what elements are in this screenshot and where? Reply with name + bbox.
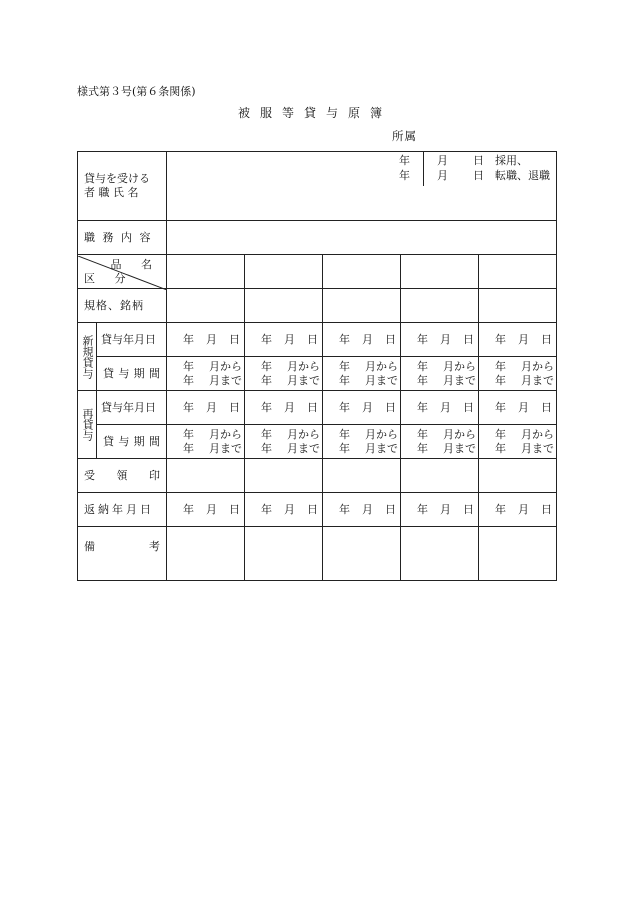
recipient-label-line1: 貸与を受ける <box>84 172 150 185</box>
re-loan-date-cell[interactable]: 年 月 日 <box>401 391 479 425</box>
duties-label: 職 務 内 容 <box>84 230 153 244</box>
new-loan-period-label: 貸 与 期 間 <box>103 366 160 380</box>
duties-label-cell <box>78 221 167 255</box>
receipt-seal-cell[interactable] <box>401 459 479 493</box>
remarks-cell[interactable] <box>401 527 479 581</box>
re-loan-date-cell[interactable]: 年 月 日 <box>245 391 323 425</box>
new-loan-period-cell[interactable]: 年 月から 年 月まで <box>167 357 245 391</box>
receipt-seal-cell[interactable] <box>245 459 323 493</box>
event-year-1: 年 <box>399 154 410 167</box>
event-year-2: 年 <box>399 169 410 182</box>
item-name-label: 品 名 <box>110 257 160 271</box>
item-name-cell[interactable] <box>245 255 323 289</box>
return-date-row <box>78 493 557 527</box>
re-loan-period-cell[interactable]: 年 月から 年 月まで <box>323 425 401 459</box>
new-loan-group-label: 新規貸与 <box>81 334 94 379</box>
item-name-cell[interactable] <box>167 255 245 289</box>
receipt-seal-label-cell <box>78 459 167 493</box>
item-name-cell[interactable] <box>479 255 557 289</box>
return-date-label-cell <box>78 493 167 527</box>
remarks-cell[interactable] <box>245 527 323 581</box>
re-loan-group-cell <box>78 391 97 459</box>
form-title: 被服等貸与原簿 <box>238 106 393 120</box>
spec-cell[interactable] <box>323 289 401 323</box>
new-loan-date-cell[interactable]: 年 月 日 <box>167 323 245 357</box>
recipient-label-line2: 者 職 氏 名 <box>84 186 139 199</box>
return-date-cell[interactable]: 年 月 日 <box>167 493 245 527</box>
new-loan-date-cell[interactable]: 年 月 日 <box>323 323 401 357</box>
re-loan-date-label-cell <box>97 391 167 425</box>
remarks-cell[interactable] <box>167 527 245 581</box>
new-loan-period-cell[interactable]: 年 月から 年 月まで <box>323 357 401 391</box>
item-name-cell[interactable] <box>323 255 401 289</box>
spec-label-cell <box>78 289 167 323</box>
re-loan-date-row <box>78 391 557 425</box>
new-loan-period-cell[interactable]: 年 月から 年 月まで <box>401 357 479 391</box>
ledger-table <box>77 151 557 581</box>
new-loan-date-cell[interactable]: 年 月 日 <box>401 323 479 357</box>
event-month-2: 月 <box>437 169 448 182</box>
duties-value-cell[interactable] <box>167 221 557 255</box>
event-day-2: 日 <box>473 169 484 182</box>
return-date-cell[interactable]: 年 月 日 <box>323 493 401 527</box>
remarks-cell[interactable] <box>479 527 557 581</box>
re-loan-period-cell[interactable]: 年 月から 年 月まで <box>401 425 479 459</box>
receipt-seal-cell[interactable] <box>479 459 557 493</box>
receipt-seal-label: 受 領 印 <box>84 468 160 482</box>
item-category-cell <box>78 255 167 289</box>
event-type-2: 転職、退職 <box>495 169 550 182</box>
receipt-seal-cell[interactable] <box>167 459 245 493</box>
return-date-cell[interactable]: 年 月 日 <box>401 493 479 527</box>
remarks-label: 備 考 <box>84 539 160 553</box>
return-date-label: 返納年月日 <box>84 502 154 516</box>
new-loan-date-label-cell <box>97 323 167 357</box>
recipient-row <box>78 152 557 221</box>
new-loan-period-cell[interactable]: 年 月から 年 月まで <box>245 357 323 391</box>
re-loan-date-cell[interactable]: 年 月 日 <box>479 391 557 425</box>
spec-cell[interactable] <box>167 289 245 323</box>
spec-cell[interactable] <box>245 289 323 323</box>
re-loan-period-cell[interactable]: 年 月から 年 月まで <box>167 425 245 459</box>
return-date-cell[interactable]: 年 月 日 <box>245 493 323 527</box>
new-loan-period-label-cell <box>97 357 167 391</box>
spec-label: 規格、銘柄 <box>84 298 144 312</box>
re-loan-date-cell[interactable]: 年 月 日 <box>167 391 245 425</box>
re-loan-period-cell[interactable]: 年 月から 年 月まで <box>479 425 557 459</box>
receipt-seal-cell[interactable] <box>323 459 401 493</box>
spec-cell[interactable] <box>401 289 479 323</box>
new-loan-period-cell[interactable]: 年 月から 年 月まで <box>479 357 557 391</box>
category-label: 区 分 <box>84 271 134 285</box>
event-month-1: 月 <box>437 154 448 167</box>
re-loan-date-cell[interactable]: 年 月 日 <box>323 391 401 425</box>
item-name-cell[interactable] <box>401 255 479 289</box>
re-loan-period-cell[interactable]: 年 月から 年 月まで <box>245 425 323 459</box>
new-loan-date-row <box>78 323 557 357</box>
duties-row <box>78 221 557 255</box>
recipient-label-cell <box>78 152 167 221</box>
form-number: 様式第３号(第６条関係) <box>77 85 196 98</box>
event-type-1: 採用、 <box>495 154 528 167</box>
new-loan-period-row <box>78 357 557 391</box>
item-name-row <box>78 255 557 289</box>
new-loan-group-cell <box>78 323 97 391</box>
remarks-label-cell <box>78 527 167 581</box>
spec-cell[interactable] <box>479 289 557 323</box>
receipt-seal-row <box>78 459 557 493</box>
re-loan-date-label: 貸与年月日 <box>101 400 156 414</box>
new-loan-date-cell[interactable]: 年 月 日 <box>245 323 323 357</box>
return-date-cell[interactable]: 年 月 日 <box>479 493 557 527</box>
remarks-cell[interactable] <box>323 527 401 581</box>
re-loan-group-label: 再貸与 <box>81 408 94 441</box>
recipient-value-cell[interactable] <box>167 152 557 221</box>
new-loan-date-label: 貸与年月日 <box>101 332 156 346</box>
spec-row <box>78 289 557 323</box>
re-loan-period-label: 貸 与 期 間 <box>103 434 160 448</box>
new-loan-date-cell[interactable]: 年 月 日 <box>479 323 557 357</box>
re-loan-period-row <box>78 425 557 459</box>
re-loan-period-label-cell <box>97 425 167 459</box>
event-day-1: 日 <box>473 154 484 167</box>
remarks-row <box>78 527 557 581</box>
affiliation-label: 所属 <box>392 129 417 143</box>
